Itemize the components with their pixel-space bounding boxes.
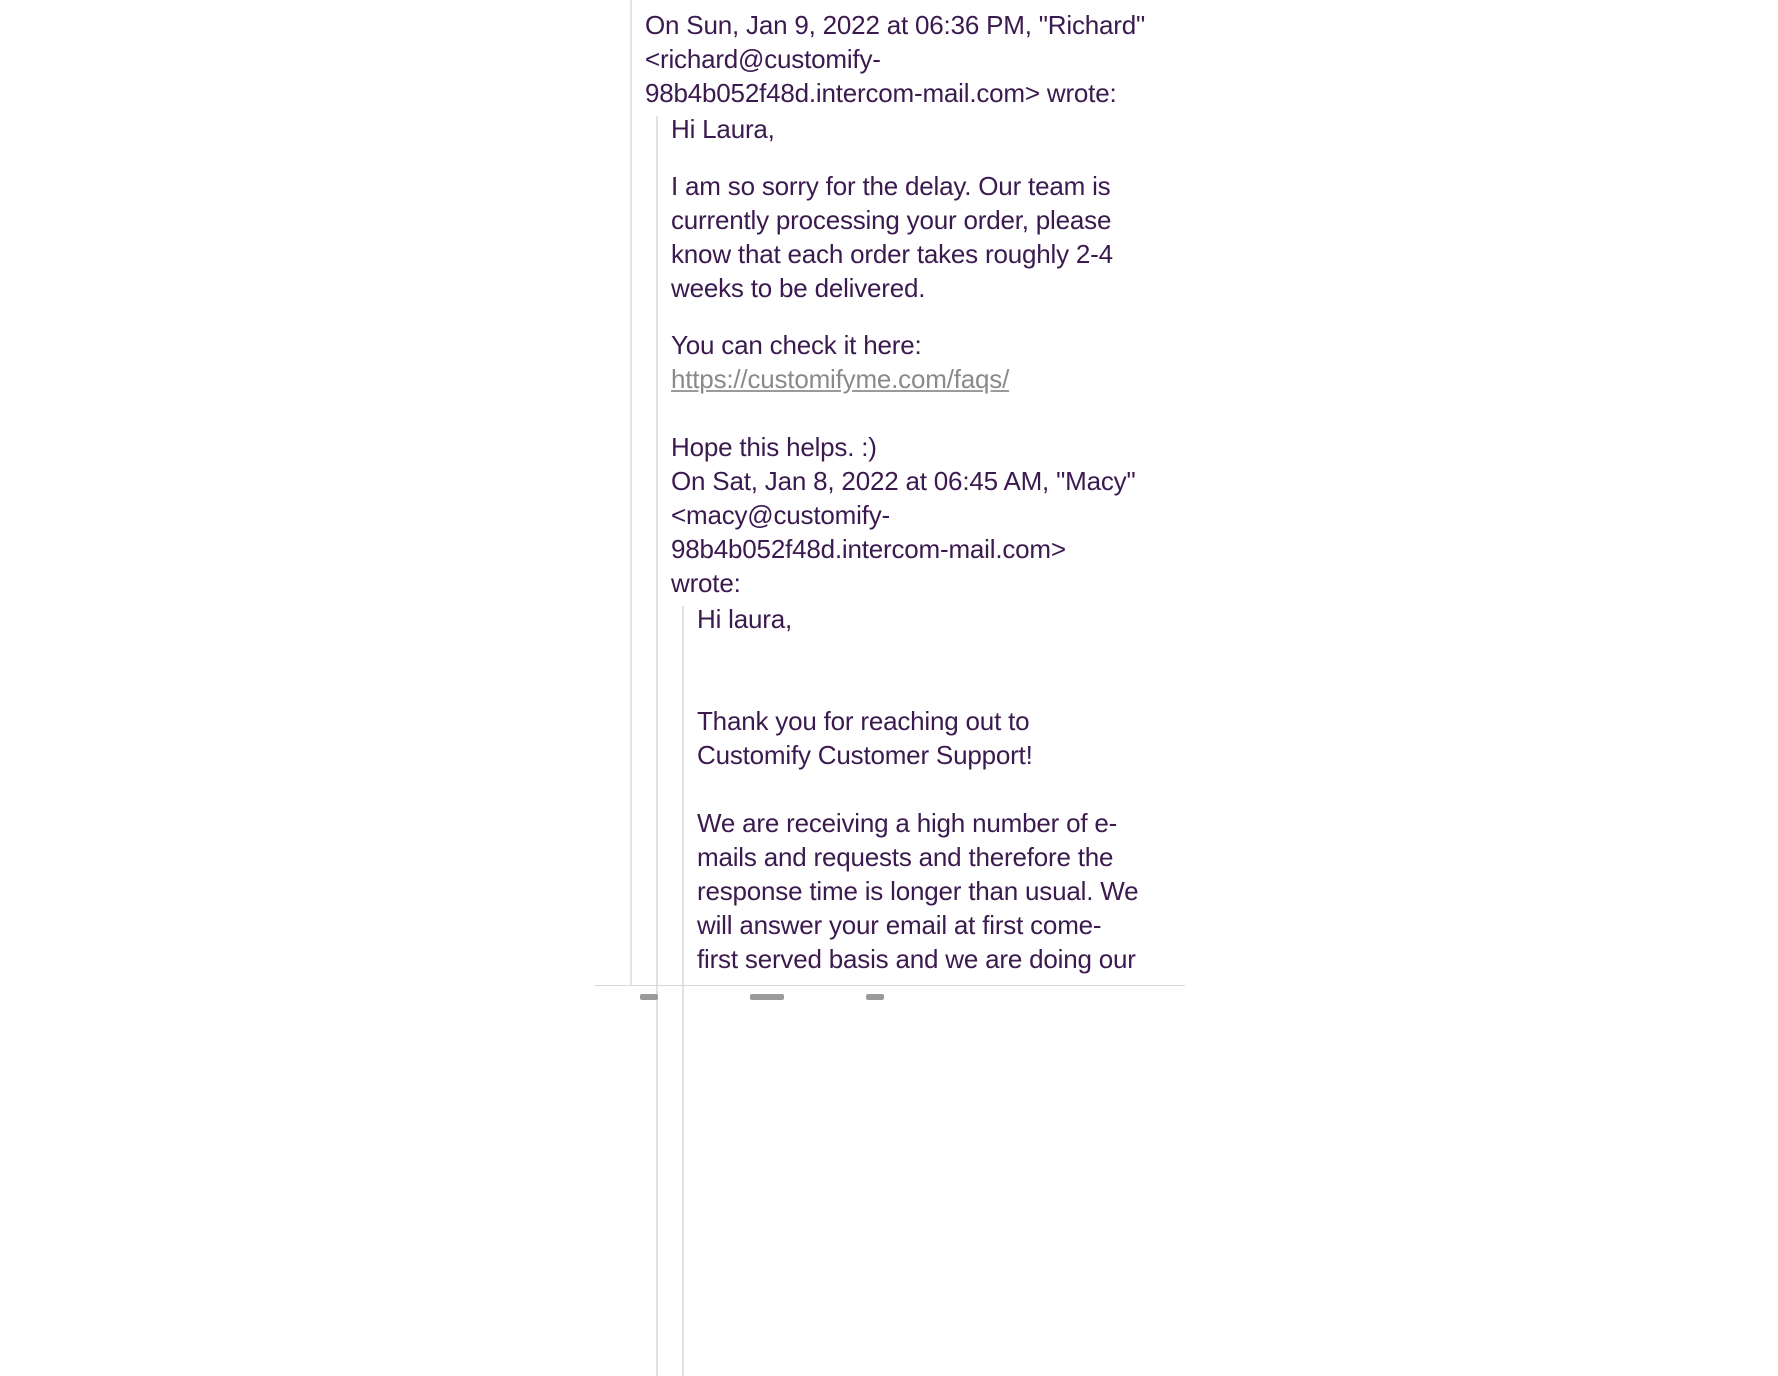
reply-2-para-2-line: response time is longer than usual. We	[697, 876, 1139, 906]
reply-2-greeting: Hi laura,	[697, 604, 793, 634]
faq-link[interactable]: https://customifyme.com/faqs/	[671, 364, 1010, 394]
reply-2-para-2-line: We are receiving a high number of e-	[697, 808, 1118, 838]
reply-2-para-1-line: Customify Customer Support!	[697, 740, 1033, 770]
reply-2-para-2-line: mails and requests and therefore the	[697, 842, 1114, 872]
reply-1-para-line: currently processing your order, please	[671, 205, 1112, 235]
quoted-reply-richard	[645, 112, 1175, 976]
toolbar-button-left[interactable]	[640, 994, 658, 1000]
header-1-line-3: 98b4b052f48d.intercom-mail.com> wrote:	[645, 78, 1117, 108]
email-thread	[645, 8, 1175, 976]
header-1-line-2: <richard@customify-	[645, 44, 881, 74]
reply-1-greeting: Hi Laura,	[671, 114, 775, 144]
header-1-line-1: On Sun, Jan 9, 2022 at 06:36 PM, "Richard"	[645, 10, 1146, 40]
reply-1-closing: Hope this helps. :)	[671, 432, 877, 462]
reply-1-para-line: know that each order takes roughly 2-4	[671, 239, 1113, 269]
reply-1-check-text: You can check it here:	[671, 330, 922, 360]
toolbar-button-center[interactable]	[750, 994, 784, 1000]
outer-quote-rule	[630, 0, 632, 986]
header-2-line-1: On Sat, Jan 8, 2022 at 06:45 AM, "Macy"	[671, 466, 1136, 496]
reply-1-para-line: weeks to be delivered.	[671, 273, 926, 303]
bottom-toolbar-divider	[595, 985, 1185, 986]
toolbar-button-right[interactable]	[866, 994, 884, 1000]
quoted-reply-macy	[671, 602, 1175, 976]
reply-2-para-2-line: first served basis and we are doing our	[697, 944, 1136, 974]
reply-2-para-2-line: will answer your email at first come-	[697, 910, 1102, 940]
header-2-line-4: wrote:	[671, 568, 741, 598]
reply-1-para-line: I am so sorry for the delay. Our team is	[671, 171, 1111, 201]
header-2-line-3: 98b4b052f48d.intercom-mail.com>	[671, 534, 1066, 564]
reply-2-para-1-line: Thank you for reaching out to	[697, 706, 1030, 736]
header-2-line-2: <macy@customify-	[671, 500, 890, 530]
